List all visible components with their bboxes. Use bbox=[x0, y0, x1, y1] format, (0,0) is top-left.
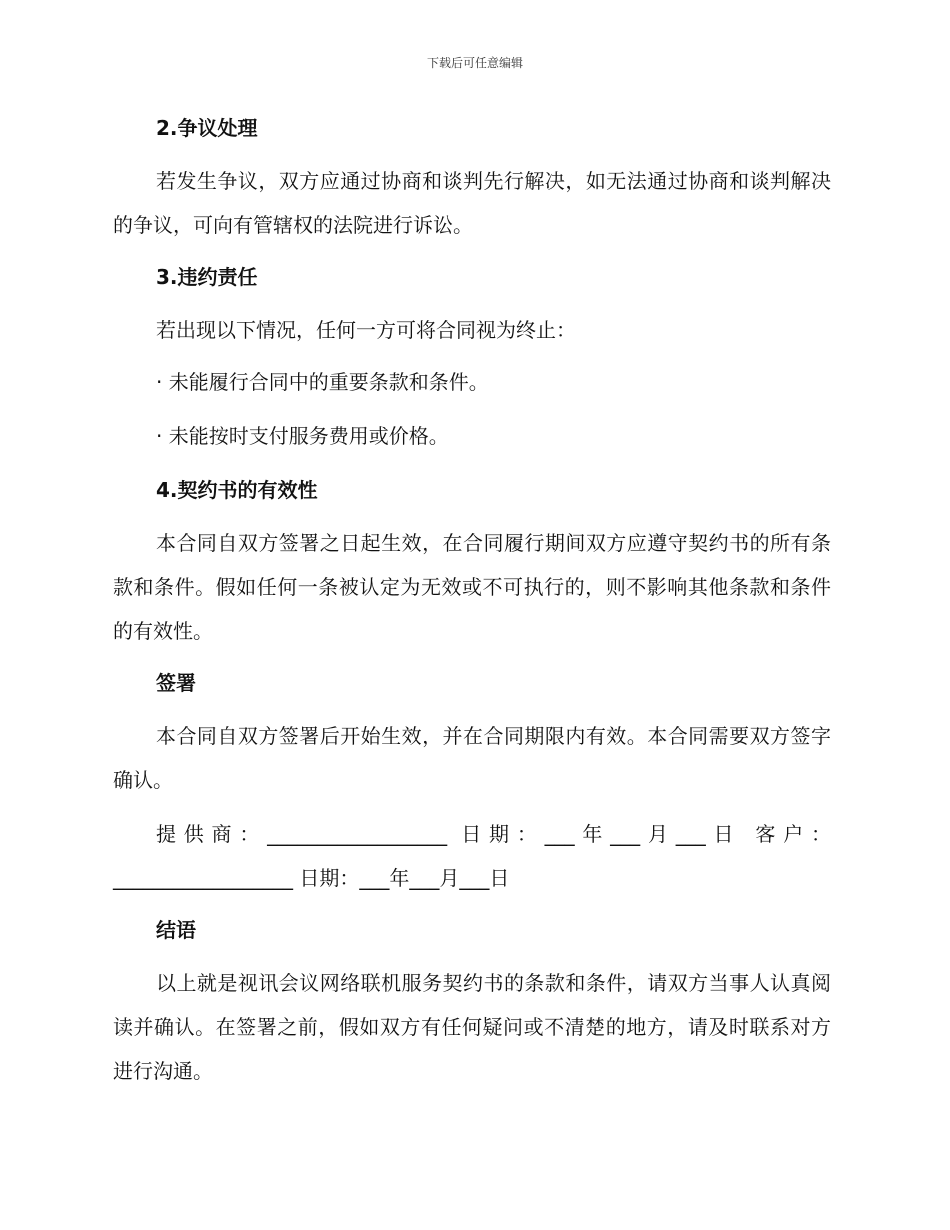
signature-line: 提供商：__________________ 日期：___年___月___日 客户：__________________ 日期：___年___月___日 bbox=[113, 822, 831, 890]
paragraph-dispute: 若发生争议，双方应通过协商和谈判先行解决，如无法通过协商和谈判解决的争议，可向有管辖权的法院进行诉讼。 bbox=[113, 169, 831, 237]
page-header-note: 下载后可任意编辑 bbox=[426, 56, 523, 70]
section-heading-dispute: 2.争议处理 bbox=[156, 116, 258, 140]
section-heading-conclusion: 结语 bbox=[156, 918, 196, 942]
document-body bbox=[113, 108, 831, 1103]
section-heading-breach: 3.违约责任 bbox=[156, 265, 258, 289]
section-heading-validity: 4.契约书的有效性 bbox=[156, 478, 318, 502]
list-item: · 未能按时支付服务费用或价格。 bbox=[156, 424, 449, 448]
section-heading-signing: 签署 bbox=[156, 671, 196, 695]
paragraph-validity: 本合同自双方签署之日起生效，在合同履行期间双方应遵守契约书的所有条款和条件。假如任何一条被认定为无效或不可执行的，则不影响其他条款和条件的有效性。 bbox=[113, 531, 831, 643]
paragraph-conclusion: 以上就是视讯会议网络联机服务契约书的条款和条件，请双方当事人认真阅读并确认。在签署之前，假如双方有任何疑问或不清楚的地方，请及时联系对方进行沟通。 bbox=[113, 971, 831, 1083]
paragraph-signing: 本合同自双方签署后开始生效，并在合同期限内有效。本合同需要双方签字确认。 bbox=[113, 724, 831, 792]
paragraph-breach-intro: 若出现以下情况，任何一方可将合同视为终止： bbox=[156, 318, 576, 342]
list-item: · 未能履行合同中的重要条款和条件。 bbox=[156, 370, 489, 394]
